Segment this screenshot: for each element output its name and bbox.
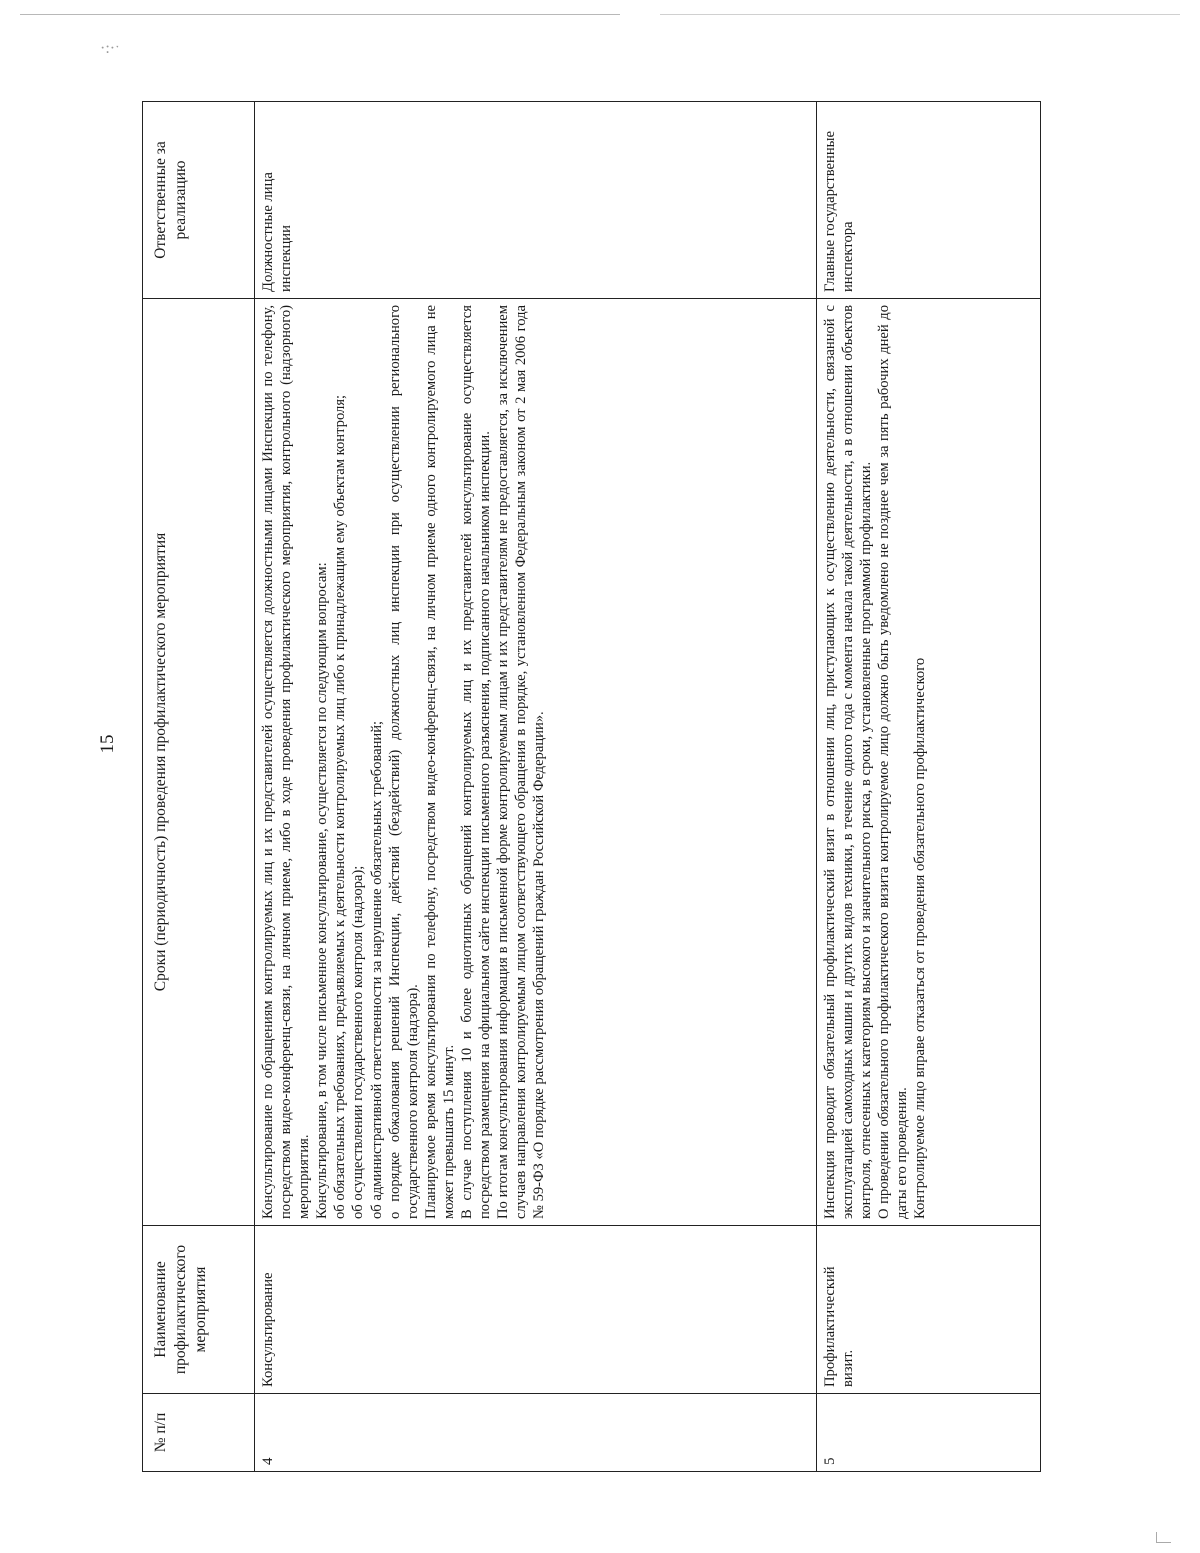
responsible-persons: Главные государственные инспектора [817,102,1041,299]
responsible-persons: Должностные лица инспекции [255,102,817,299]
header-name: Наименование профилактического мероприятия [143,1226,255,1394]
terms-paragraph: Планируемое время консультирования по телефону, посредством видео-конференц-связи, на личном приеме одного контролируемого лица не может превышать 15 минут. [422,305,457,1219]
terms-paragraph: О проведении обязательного профилактического визита контролируемое лицо должно быть уведомлено не позднее чем за пять рабочих дней до даты его проведения. [876,305,911,1219]
table-row [255,102,817,1472]
terms-paragraph: о порядке обжалования решений Инспекции, действий (бездействий) должностных лиц инспекции при осуществлении регионального государственного контроля (надзора). [386,305,421,1219]
header-responsible: Ответственные за реализацию [143,102,255,299]
header-terms: Сроки (периодичность) проведения профилактического мероприятия [143,299,255,1226]
measure-name: Консультирование [255,1226,817,1394]
terms-paragraph: Консультирование, в том числе письменное консультирование, осуществляется по следующим вопросам: [314,562,331,1219]
terms-paragraph: Инспекция проводит обязательный профилактический визит в отношении лиц, приступающих к осуществлению деятельности, связанной с эксплуатацией самоходных машин и других видов техники, в течение одного года с момента начала такой деятельности, а в отношении объектов контроля, отнесенных к категориям высокого и значительного риска, в сроки, установленные программой профилактики. [822,305,875,1219]
measure-terms [817,299,1041,1226]
prevention-plan-table [142,101,1041,1472]
terms-paragraph: Консультирование по обращениям контролируемых лиц и их представителей осуществляется должностными лицами Инспекции по телефону, посредством видео-конференц-связи, на личном приеме, либо в ходе проведения профилактического мероприятия, контрольного (надзорного) мероприятия. [260,305,313,1219]
scan-corner-mark [1156,1532,1171,1543]
header-num: № п/п [143,1394,255,1472]
measure-name: Профилактический визит. [817,1226,1041,1394]
row-number: 4 [255,1394,817,1472]
table-row [817,102,1041,1472]
terms-paragraph: об осуществлении государственного контроля (надзора); [350,865,367,1219]
measure-terms [255,299,817,1226]
terms-paragraph: Контролируемое лицо вправе отказаться от проведения обязательного профилактического [912,657,929,1219]
terms-paragraph: об административной ответственности за нарушение обязательных требований; [368,720,385,1219]
scan-edge-line [660,14,1180,15]
rotated-table-frame [142,102,1040,1472]
table-header-row [143,102,255,1472]
row-number: 5 [817,1394,1041,1472]
scan-edge-line [20,14,620,15]
page-number: 15 [97,734,118,754]
terms-paragraph: об обязательных требованиях, предъявляемых к деятельности контролируемых лиц либо к принадлежащим ему объектам контроля; [332,394,349,1219]
terms-paragraph: По итогам консультирования информация в письменной форме контролируемым лицам и их представителям не предоставляется, за исключением случаев направления контролируемым лицом соответствующего обращения в порядке, установленном Федеральным законом от 2 мая 2006 года № 59-ФЗ «О порядке рассмотрения обращений граждан Российской Федерации». [495,305,548,1219]
scan-smudge: ·:·ˑ [100,40,120,57]
terms-paragraph: В случае поступления 10 и более однотипных обращений контролируемых лиц и их представителей консультирование осуществляется посредством размещения на официальном сайте инспекции письменного разъяснения, подписанного начальником инспекции. [459,305,494,1219]
